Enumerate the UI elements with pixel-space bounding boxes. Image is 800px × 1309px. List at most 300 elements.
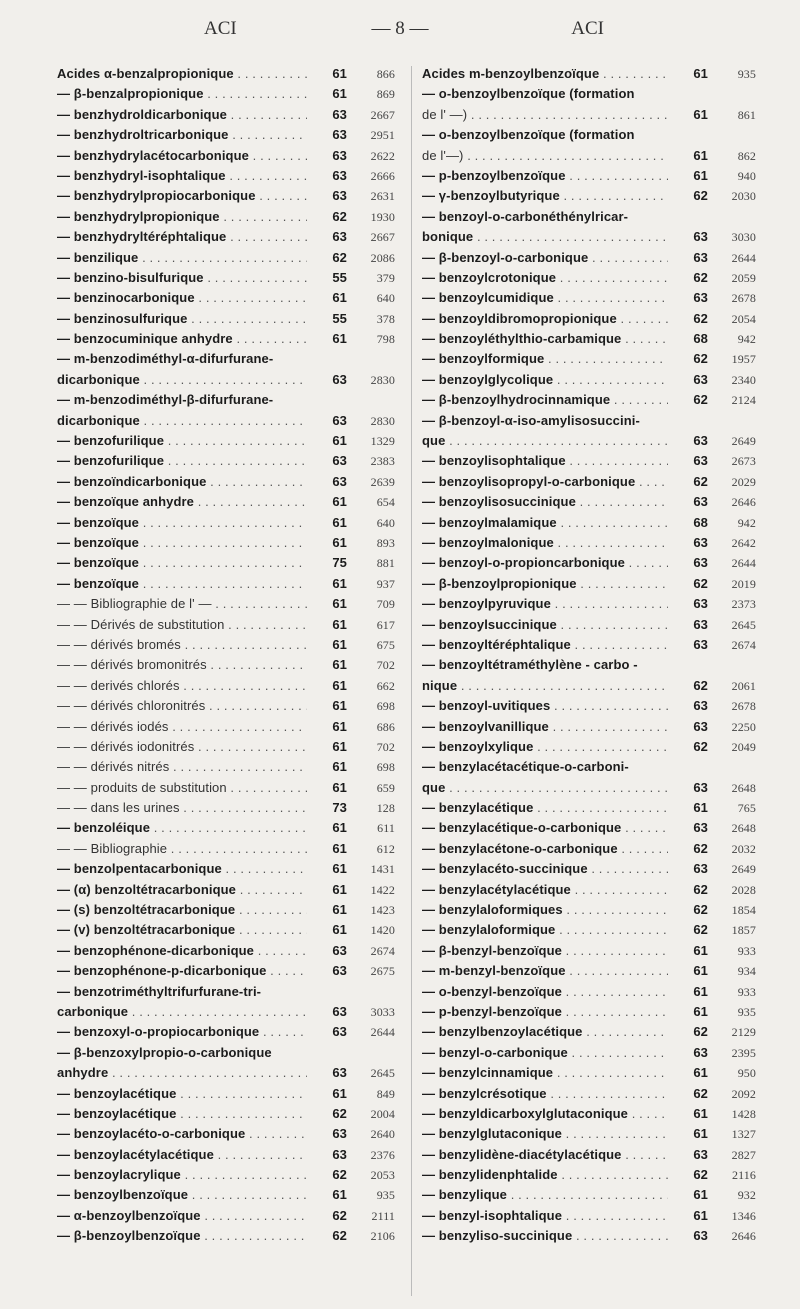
entry-page: 935 xyxy=(376,1188,395,1203)
entry-term: — benzoïndicarbonique . . . xyxy=(57,472,307,492)
entry-volume: 61 xyxy=(332,616,347,632)
entry-page: 2053 xyxy=(370,1168,395,1183)
index-entry xyxy=(422,615,756,635)
entry-volume: 62 xyxy=(693,677,708,693)
entry-page: 2395 xyxy=(731,1045,756,1060)
entry-volume: 63 xyxy=(693,433,708,449)
entry-term: que . . . xyxy=(422,431,668,451)
entry-volume: 61 xyxy=(332,902,347,918)
entry-page: 2951 xyxy=(370,128,395,143)
entry-volume: 62 xyxy=(693,473,708,489)
index-entry xyxy=(422,818,756,838)
entry-page: 2383 xyxy=(370,454,395,469)
entry-volume: 63 xyxy=(693,861,708,877)
entry-volume: 61 xyxy=(693,106,708,122)
entry-term: nique . . . xyxy=(422,676,668,696)
entry-volume: 63 xyxy=(693,616,708,632)
entry-volume: 62 xyxy=(693,1085,708,1101)
page-header xyxy=(56,18,744,48)
index-entry xyxy=(57,574,395,594)
entry-term: — benzhydryltéréphtalique . . . xyxy=(57,227,307,247)
entry-volume: 61 xyxy=(693,66,708,81)
entry-page: 2376 xyxy=(370,1147,395,1162)
entry-volume: 61 xyxy=(332,840,347,856)
entry-term: — o-benzoylbenzoïque (formation xyxy=(422,86,635,102)
index-entry xyxy=(422,717,756,737)
index-entry xyxy=(422,451,756,471)
index-entry xyxy=(57,1002,395,1022)
entry-term: — benzhydrylpropiocarbonique . . . xyxy=(57,186,307,206)
entry-volume: 63 xyxy=(332,453,347,469)
index-entry xyxy=(422,1206,756,1226)
entry-term: — benzilique . . . xyxy=(57,248,307,268)
index-entry xyxy=(57,1185,395,1205)
entry-volume: 63 xyxy=(332,1024,347,1040)
entry-volume: 61 xyxy=(332,1085,347,1101)
index-entry xyxy=(422,1063,756,1083)
entry-volume: 63 xyxy=(332,147,347,163)
entry-volume: 63 xyxy=(693,229,708,245)
entry-volume: 61 xyxy=(332,433,347,449)
index-entry xyxy=(422,349,756,369)
entry-page: 1329 xyxy=(370,434,395,449)
entry-term: — benzylidenphtalide . . . xyxy=(422,1165,668,1185)
entry-volume: 63 xyxy=(693,494,708,510)
entry-volume: 62 xyxy=(332,1105,347,1121)
entry-term: — benzinosulfurique . . . xyxy=(57,309,307,329)
entry-term: Acides α-benzalpropionique . . . xyxy=(57,64,307,84)
index-entry xyxy=(422,553,756,573)
entry-volume: 63 xyxy=(332,412,347,428)
entry-volume: 62 xyxy=(693,351,708,367)
entry-volume: 61 xyxy=(693,167,708,183)
entry-page: 893 xyxy=(376,535,395,550)
index-entry xyxy=(57,655,395,675)
entry-volume: 63 xyxy=(332,229,347,245)
entry-term: — β-benzoylbenzoïque . . . xyxy=(57,1226,307,1246)
entry-volume: 61 xyxy=(332,738,347,754)
index-entry xyxy=(422,594,756,614)
entry-term: — — Bibliographie de l' — . . . xyxy=(57,594,307,614)
entry-volume: 61 xyxy=(332,861,347,877)
entry-page: 881 xyxy=(376,556,395,571)
entry-term: — — produits de substitution . . . xyxy=(57,778,307,798)
index-entry xyxy=(57,696,395,716)
index-entry xyxy=(57,757,395,777)
entry-term: — benzoyltétraméthylène - carbo - xyxy=(422,657,638,673)
entry-volume: 68 xyxy=(693,514,708,530)
index-entry xyxy=(422,1022,756,1042)
entry-term: — p-benzoylbenzoïque . . . xyxy=(422,166,668,186)
entry-page: 1854 xyxy=(731,903,756,918)
index-entry xyxy=(422,696,756,716)
index-entry xyxy=(57,431,395,451)
entry-volume: 73 xyxy=(332,800,347,816)
index-entry xyxy=(57,920,395,940)
entry-page: 2675 xyxy=(370,964,395,979)
entry-term: — benzoïque anhydre . . . xyxy=(57,492,307,512)
entry-term: — — dérivés chloronitrés . . . xyxy=(57,696,307,716)
entry-term: de l'—) . . . xyxy=(422,146,668,166)
entry-page: 2649 xyxy=(731,434,756,449)
entry-volume: 61 xyxy=(693,1187,708,1203)
index-entry xyxy=(422,268,756,288)
entry-term: — benzoïque . . . xyxy=(57,513,307,533)
entry-page: 379 xyxy=(376,270,395,285)
index-entry xyxy=(57,349,395,369)
entry-term: — benzolpentacarbonique . . . xyxy=(57,859,307,879)
running-head-right: ACI xyxy=(571,18,604,39)
entry-term: — benzocuminique anhydre . . . xyxy=(57,329,307,349)
entry-page: 2678 xyxy=(731,699,756,714)
entry-volume: 62 xyxy=(693,392,708,408)
entry-term: — benzoïque . . . xyxy=(57,533,307,553)
entry-term: — benzoylsuccinique . . . xyxy=(422,615,668,635)
entry-volume: 63 xyxy=(332,1003,347,1019)
entry-volume: 63 xyxy=(332,167,347,183)
entry-page: 2648 xyxy=(731,780,756,795)
index-entry xyxy=(57,676,395,696)
entry-volume: 61 xyxy=(332,820,347,836)
entry-term: — β-benzalpropionique . . . xyxy=(57,84,307,104)
entry-volume: 62 xyxy=(693,1024,708,1040)
entry-page: 1930 xyxy=(370,209,395,224)
entry-term: — benzylique . . . xyxy=(422,1185,668,1205)
index-entry xyxy=(57,227,395,247)
entry-page: 940 xyxy=(737,168,756,183)
entry-page: 2049 xyxy=(731,739,756,754)
entry-term: — benzophénone-p-dicarbonique . . . xyxy=(57,961,307,981)
entry-volume: 63 xyxy=(693,453,708,469)
running-head-left: ACI xyxy=(204,18,237,39)
index-entry xyxy=(422,1043,756,1063)
index-entry xyxy=(422,1002,756,1022)
entry-term: — — dans les urines . . . xyxy=(57,798,307,818)
entry-volume: 61 xyxy=(332,718,347,734)
entry-term: anhydre . . . xyxy=(57,1063,307,1083)
index-entry xyxy=(57,125,395,145)
index-entry xyxy=(422,737,756,757)
entry-page: 662 xyxy=(376,678,395,693)
entry-term: — benzoylcrotonique . . . xyxy=(422,268,668,288)
entry-term: — o-benzoylbenzoïque (formation xyxy=(422,127,635,143)
index-entry xyxy=(57,553,395,573)
entry-page: 1857 xyxy=(731,923,756,938)
entry-volume: 63 xyxy=(332,106,347,122)
entry-volume: 61 xyxy=(693,800,708,816)
entry-page: 2666 xyxy=(370,168,395,183)
index-entry xyxy=(57,880,395,900)
index-entry xyxy=(57,472,395,492)
index-entry xyxy=(422,227,756,247)
index-entry xyxy=(57,594,395,614)
entry-page: 2645 xyxy=(370,1066,395,1081)
entry-volume: 61 xyxy=(693,1207,708,1223)
index-entry xyxy=(57,105,395,125)
index-entry xyxy=(57,533,395,553)
entry-volume: 62 xyxy=(693,738,708,754)
entry-page: 2642 xyxy=(731,535,756,550)
entry-volume: 61 xyxy=(332,759,347,775)
index-entry xyxy=(422,900,756,920)
entry-volume: 61 xyxy=(332,677,347,693)
index-entry xyxy=(422,778,756,798)
entry-term: — — dérivés nitrés . . . xyxy=(57,757,307,777)
entry-term: — benzyldicarboxylglutaconique . . . xyxy=(422,1104,668,1124)
entry-term: — benzoylpyruvique . . . xyxy=(422,594,668,614)
entry-page: 2106 xyxy=(370,1229,395,1244)
entry-term: — m-benzodiméthyl-β-difurfurane- xyxy=(57,392,274,408)
entry-page: 1327 xyxy=(731,1127,756,1142)
entry-term: — benzylacétique . . . xyxy=(422,798,668,818)
entry-term: — benzylacétylacétique . . . xyxy=(422,880,668,900)
entry-volume: 62 xyxy=(332,1167,347,1183)
entry-term: — benzylacétone-o-carbonique . . . xyxy=(422,839,668,859)
entry-volume: 63 xyxy=(332,1065,347,1081)
entry-term: — β-benzoylhydrocinnamique . . . xyxy=(422,390,668,410)
entry-volume: 55 xyxy=(332,310,347,326)
entry-term: — γ-benzoylbutyrique . . . xyxy=(422,186,668,206)
entry-volume: 61 xyxy=(332,534,347,550)
index-entry xyxy=(57,717,395,737)
entry-term: — benzoylglycolique . . . xyxy=(422,370,668,390)
page-number: — 8 — xyxy=(371,18,429,39)
entry-term: — o-benzyl-benzoïque . . . xyxy=(422,982,668,1002)
entry-term: — benzoylacéto-o-carbonique . . . xyxy=(57,1124,307,1144)
index-entry xyxy=(57,146,395,166)
entry-volume: 63 xyxy=(693,371,708,387)
entry-page: 935 xyxy=(737,1004,756,1019)
index-entry xyxy=(422,941,756,961)
entry-page: 942 xyxy=(737,515,756,530)
entry-term: — benzoylcumidique . . . xyxy=(422,288,668,308)
entry-page: 2644 xyxy=(731,250,756,265)
entry-term: — benzoylisosuccinique . . . xyxy=(422,492,668,512)
entry-page: 935 xyxy=(737,67,756,81)
entry-page: 640 xyxy=(376,291,395,306)
entry-page: 862 xyxy=(737,148,756,163)
entry-term: Acides m-benzoylbenzoïque . . . xyxy=(422,64,668,84)
entry-page: 2646 xyxy=(731,495,756,510)
entry-page: 698 xyxy=(376,699,395,714)
index-entry xyxy=(422,248,756,268)
entry-term: — benzofurilique . . . xyxy=(57,451,307,471)
entry-term: — benzoïque . . . xyxy=(57,553,307,573)
index-entry xyxy=(422,125,756,145)
entry-term: — p-benzyl-benzoïque . . . xyxy=(422,1002,668,1022)
index-entry xyxy=(57,268,395,288)
entry-term: que . . . xyxy=(422,778,668,798)
entry-volume: 63 xyxy=(693,636,708,652)
entry-volume: 62 xyxy=(693,188,708,204)
index-entry xyxy=(422,186,756,206)
entry-volume: 61 xyxy=(332,494,347,510)
entry-volume: 62 xyxy=(693,902,708,918)
column-divider xyxy=(411,66,412,1296)
entry-page: 2649 xyxy=(731,862,756,877)
index-entry xyxy=(422,635,756,655)
entry-term: — benzoyléthylthio-carbamique . . . xyxy=(422,329,668,349)
entry-volume: 62 xyxy=(693,575,708,591)
entry-page: 2674 xyxy=(370,943,395,958)
entry-page: 869 xyxy=(376,87,395,102)
entry-volume: 63 xyxy=(693,718,708,734)
entry-volume: 61 xyxy=(332,86,347,102)
entry-page: 1428 xyxy=(731,1106,756,1121)
entry-volume: 61 xyxy=(332,636,347,652)
index-entry xyxy=(57,64,395,84)
index-entry xyxy=(57,1043,395,1063)
entry-page: 849 xyxy=(376,1086,395,1101)
entry-page: 2622 xyxy=(370,148,395,163)
entry-term: — benzoyldibromopropionique . . . xyxy=(422,309,668,329)
entry-volume: 63 xyxy=(332,188,347,204)
entry-term: — β-benzoyl-o-carbonique . . . xyxy=(422,248,668,268)
entry-term: — β-benzoyl-α-iso-amylisosuccini- xyxy=(422,412,640,428)
entry-page: 1431 xyxy=(370,862,395,877)
index-entry xyxy=(422,411,756,431)
entry-volume: 61 xyxy=(332,514,347,530)
entry-term: — benzylacétique-o-carbonique . . . xyxy=(422,818,668,838)
entry-volume: 61 xyxy=(693,1003,708,1019)
entry-page: 861 xyxy=(737,107,756,122)
entry-term: — m-benzyl-benzoïque . . . xyxy=(422,961,668,981)
entry-volume: 62 xyxy=(332,208,347,224)
index-entry xyxy=(57,370,395,390)
entry-term: — benzhydrylpropionique . . . xyxy=(57,207,307,227)
index-entry xyxy=(422,676,756,696)
entry-page: 702 xyxy=(376,739,395,754)
entry-page: 378 xyxy=(376,311,395,326)
entry-term: — — dérivés iodonitrés . . . xyxy=(57,737,307,757)
index-entry xyxy=(57,309,395,329)
entry-page: 3030 xyxy=(731,230,756,245)
entry-page: 2646 xyxy=(731,1229,756,1244)
index-entry xyxy=(57,900,395,920)
index-entry xyxy=(422,1145,756,1165)
entry-page: 617 xyxy=(376,617,395,632)
entry-volume: 61 xyxy=(332,779,347,795)
entry-page: 702 xyxy=(376,658,395,673)
index-column-right xyxy=(422,64,756,1247)
entry-term: — benzhydrylacétocarbonique . . . xyxy=(57,146,307,166)
entry-volume: 63 xyxy=(332,127,347,143)
index-entry xyxy=(57,207,395,227)
index-entry xyxy=(422,798,756,818)
entry-page: 2631 xyxy=(370,189,395,204)
entry-volume: 62 xyxy=(332,1207,347,1223)
index-entry xyxy=(57,84,395,104)
entry-page: 3033 xyxy=(370,1004,395,1019)
entry-term: — benzylbenzoylacétique . . . xyxy=(422,1022,668,1042)
index-entry xyxy=(57,818,395,838)
entry-term: — benzyl-o-carbonique . . . xyxy=(422,1043,668,1063)
entry-page: 686 xyxy=(376,719,395,734)
index-entry xyxy=(422,1185,756,1205)
index-entry xyxy=(422,982,756,1002)
entry-page: 640 xyxy=(376,515,395,530)
index-entry xyxy=(422,574,756,594)
entry-page: 709 xyxy=(376,597,395,612)
entry-page: 950 xyxy=(737,1066,756,1081)
entry-volume: 61 xyxy=(693,963,708,979)
entry-term: — α-benzoylbenzoïque . . . xyxy=(57,1206,307,1226)
entry-volume: 68 xyxy=(693,331,708,347)
entry-volume: 61 xyxy=(693,1126,708,1142)
entry-page: 2086 xyxy=(370,250,395,265)
entry-term: — benzoylformique . . . xyxy=(422,349,668,369)
index-entry xyxy=(422,880,756,900)
entry-volume: 63 xyxy=(693,555,708,571)
index-entry xyxy=(422,146,756,166)
entry-term: — benzyliso-succinique . . . xyxy=(422,1226,668,1246)
index-entry xyxy=(422,757,756,777)
entry-page: 1957 xyxy=(731,352,756,367)
entry-volume: 63 xyxy=(693,820,708,836)
entry-page: 2124 xyxy=(731,393,756,408)
entry-term: — benzylcinnamique . . . xyxy=(422,1063,668,1083)
entry-term: — — dérivés iodés . . . xyxy=(57,717,307,737)
entry-term: — (α) benzoltétracarbonique . . . xyxy=(57,880,307,900)
entry-term: — benzoléique . . . xyxy=(57,818,307,838)
index-entry xyxy=(422,1124,756,1144)
index-entry xyxy=(422,472,756,492)
entry-page: 612 xyxy=(376,841,395,856)
index-entry xyxy=(57,1124,395,1144)
entry-term: — benzylaloformiques . . . xyxy=(422,900,668,920)
entry-term: — benzoyl-o-propioncarbonique . . . xyxy=(422,553,668,573)
entry-page: 2667 xyxy=(370,107,395,122)
entry-page: 2644 xyxy=(731,556,756,571)
entry-volume: 63 xyxy=(693,698,708,714)
entry-term: de l' —) . . . xyxy=(422,105,668,125)
entry-page: 2648 xyxy=(731,821,756,836)
entry-page: 2827 xyxy=(731,1147,756,1162)
entry-term: — benzoylvanillique . . . xyxy=(422,717,668,737)
entry-page: 698 xyxy=(376,760,395,775)
index-entry xyxy=(422,64,756,84)
entry-page: 2667 xyxy=(370,230,395,245)
entry-term: — β-benzyl-benzoïque . . . xyxy=(422,941,668,961)
entry-term: — (v) benzoltétracarbonique . . . xyxy=(57,920,307,940)
entry-term: — benzofurilique . . . xyxy=(57,431,307,451)
index-entry xyxy=(57,248,395,268)
index-entry xyxy=(422,655,756,675)
entry-term: — benzoyl-o-carbonéthénylricar- xyxy=(422,208,629,224)
entry-term: — benzylidène-diacétylacétique . . . xyxy=(422,1145,668,1165)
entry-volume: 61 xyxy=(332,66,347,81)
entry-term: — benzoïque . . . xyxy=(57,574,307,594)
entry-term: bonique . . . xyxy=(422,227,668,247)
entry-page: 1420 xyxy=(370,923,395,938)
index-entry xyxy=(57,1084,395,1104)
index-entry xyxy=(57,166,395,186)
entry-page: 2129 xyxy=(731,1025,756,1040)
entry-page: 654 xyxy=(376,495,395,510)
entry-volume: 61 xyxy=(693,1105,708,1121)
entry-term: — benzoylmalamique . . . xyxy=(422,513,668,533)
index-entry xyxy=(57,798,395,818)
entry-volume: 62 xyxy=(693,269,708,285)
index-entry xyxy=(57,737,395,757)
index-entry xyxy=(422,1084,756,1104)
entry-volume: 63 xyxy=(693,1146,708,1162)
entry-term: dicarbonique . . . xyxy=(57,411,307,431)
entry-term: carbonique . . . xyxy=(57,1002,307,1022)
entry-page: 2059 xyxy=(731,270,756,285)
index-entry xyxy=(57,859,395,879)
entry-volume: 61 xyxy=(693,983,708,999)
